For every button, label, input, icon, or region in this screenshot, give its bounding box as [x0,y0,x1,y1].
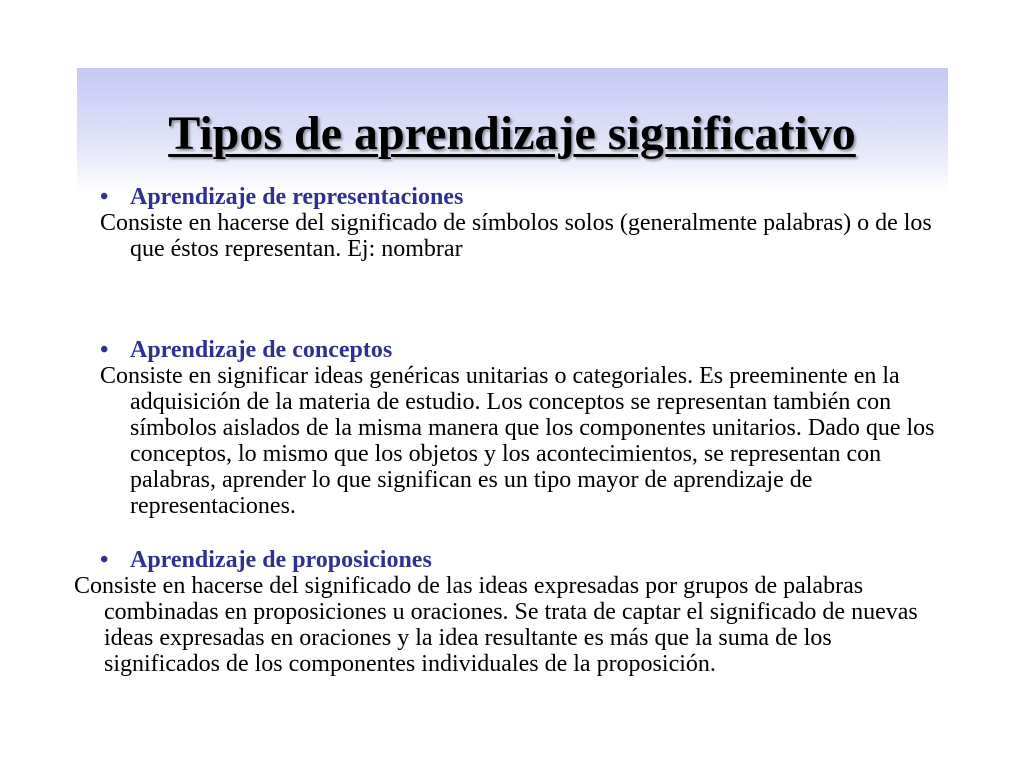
bullet-icon: • [100,184,109,210]
bullet-icon: • [100,337,109,363]
slide-title: Tipos de aprendizaje significativo [168,107,856,160]
section-heading [100,547,950,573]
section-proposiciones [74,547,950,677]
section-conceptos [100,337,950,519]
section-body: Consiste en significar ideas genéricas unitarias o categoriales. Es preeminente en la adquisición de la materia de estudio. Los conceptos se representan también con símbolos aislados de la misma manera que los componentes unitarios. Dado que los conceptos, lo mismo que los objetos y los acontecimientos, se representan con palabras, aprender lo que significan es un tipo mayor de aprendizaje de representaciones. [100,363,935,519]
bullet-icon: • [100,547,109,573]
section-body: Consiste en hacerse del significado de las ideas expresadas por grupos de palabras combinadas en proposiciones u oraciones. Se trata de captar el significado de nuevas ideas expresadas en oraciones y la idea resultante es más que la suma de los significados de los componentes individuales de la proposición. [74,573,918,677]
section-heading-label: Aprendizaje de representaciones [130,184,464,210]
section-representaciones [100,184,950,262]
section-heading [100,184,950,210]
section-heading [100,337,950,363]
section-heading-label: Aprendizaje de proposiciones [130,547,432,573]
section-body: Consiste en hacerse del significado de símbolos solos (generalmente palabras) o de los que éstos representan. Ej: nombrar [100,210,932,262]
section-heading-label: Aprendizaje de conceptos [130,337,393,363]
slide-content [74,184,950,677]
